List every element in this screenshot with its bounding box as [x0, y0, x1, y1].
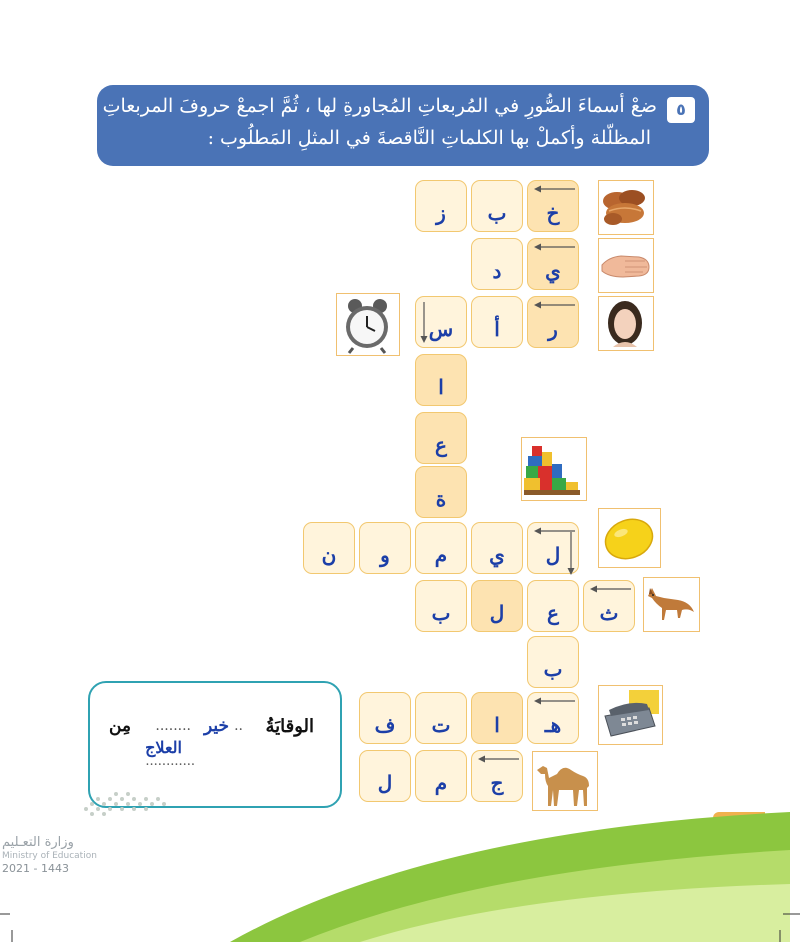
grid-cell[interactable]: و: [359, 522, 411, 574]
bread-picture: [598, 180, 654, 235]
arrow-left-icon: [477, 754, 521, 764]
grid-cell[interactable]: ن: [303, 522, 355, 574]
instruction-line-2: المظلّلة وأكملْ بها الكلماتِ النَّاقصةَ في المثلِ المَطلُوب :: [207, 127, 651, 149]
green-swoosh: [0, 780, 800, 942]
grid-cell[interactable]: م: [415, 522, 467, 574]
arrow-left-icon: [589, 584, 633, 594]
grid-cell[interactable]: ي: [471, 522, 523, 574]
girl-head-icon: [599, 297, 652, 349]
blank-dots: ........: [155, 718, 191, 734]
blank-dots: ..: [234, 718, 243, 734]
telephone-picture: [598, 685, 663, 745]
arrow-left-icon: [533, 242, 577, 252]
grid-cell[interactable]: ا: [415, 354, 467, 406]
grid-cell[interactable]: س: [415, 296, 467, 348]
grid-cell[interactable]: أ: [471, 296, 523, 348]
grid-cell[interactable]: هـ: [527, 692, 579, 744]
grid-cell[interactable]: ب: [415, 580, 467, 632]
grid-cell[interactable]: ا: [471, 692, 523, 744]
blank-dots: ............: [145, 754, 195, 769]
fox-picture: [643, 577, 700, 632]
grid-cell[interactable]: خ: [527, 180, 579, 232]
grid-cell[interactable]: ع: [415, 412, 467, 464]
grid-cell[interactable]: ي: [527, 238, 579, 290]
ministry-years: 2021 - 1443: [2, 862, 69, 875]
alarm-clock-picture: [336, 293, 400, 356]
hand-icon: [599, 239, 652, 291]
grid-cell[interactable]: ع: [527, 580, 579, 632]
ministry-arabic: وزارة التعـليم: [2, 835, 74, 850]
hand-picture: [598, 238, 654, 293]
grid-cell[interactable]: ت: [415, 692, 467, 744]
answer-word-2[interactable]: العلاج: [145, 738, 182, 757]
blocks-picture: [521, 437, 587, 501]
arrow-down-icon: [566, 530, 576, 576]
grid-cell[interactable]: ة: [415, 466, 467, 518]
grid-cell[interactable]: ر: [527, 296, 579, 348]
lemon-icon: [599, 509, 659, 566]
grid-cell[interactable]: ج: [471, 750, 523, 802]
instruction-line-1: ضعْ أسماءَ الصُّورِ في المُربعاتِ المُجاورةِ لها ، ثُمَّ اجمعْ حروفَ المربعاتِ: [102, 95, 657, 117]
proverb-word-1: الوقايَةُ: [265, 716, 314, 737]
arrow-down-icon: [419, 300, 429, 344]
grid-cell[interactable]: م: [415, 750, 467, 802]
grid-cell[interactable]: ف: [359, 692, 411, 744]
girl-picture: [598, 296, 654, 351]
arrow-left-icon: [533, 184, 577, 194]
bread-icon: [599, 181, 652, 233]
grid-cell[interactable]: ل: [527, 522, 579, 574]
instruction-banner: [97, 85, 709, 166]
lemon-picture: [598, 508, 661, 568]
grid-cell[interactable]: ب: [527, 636, 579, 688]
fox-icon: [644, 578, 698, 630]
grid-cell[interactable]: ب: [471, 180, 523, 232]
grid-cell[interactable]: ث: [583, 580, 635, 632]
exercise-number: ٥: [667, 97, 695, 123]
toy-blocks-icon: [522, 438, 585, 499]
arrow-left-icon: [533, 696, 577, 706]
arrow-left-icon: [533, 300, 577, 310]
alarm-clock-icon: [337, 294, 398, 354]
grid-cell[interactable]: ل: [471, 580, 523, 632]
grid-cell[interactable]: د: [471, 238, 523, 290]
ministry-english: Ministry of Education: [2, 851, 97, 861]
telephone-icon: [599, 686, 661, 743]
answer-word-1[interactable]: خير: [203, 716, 229, 736]
grid-cell[interactable]: ل: [359, 750, 411, 802]
grid-cell[interactable]: ز: [415, 180, 467, 232]
proverb-word-2: مِن: [108, 716, 131, 736]
